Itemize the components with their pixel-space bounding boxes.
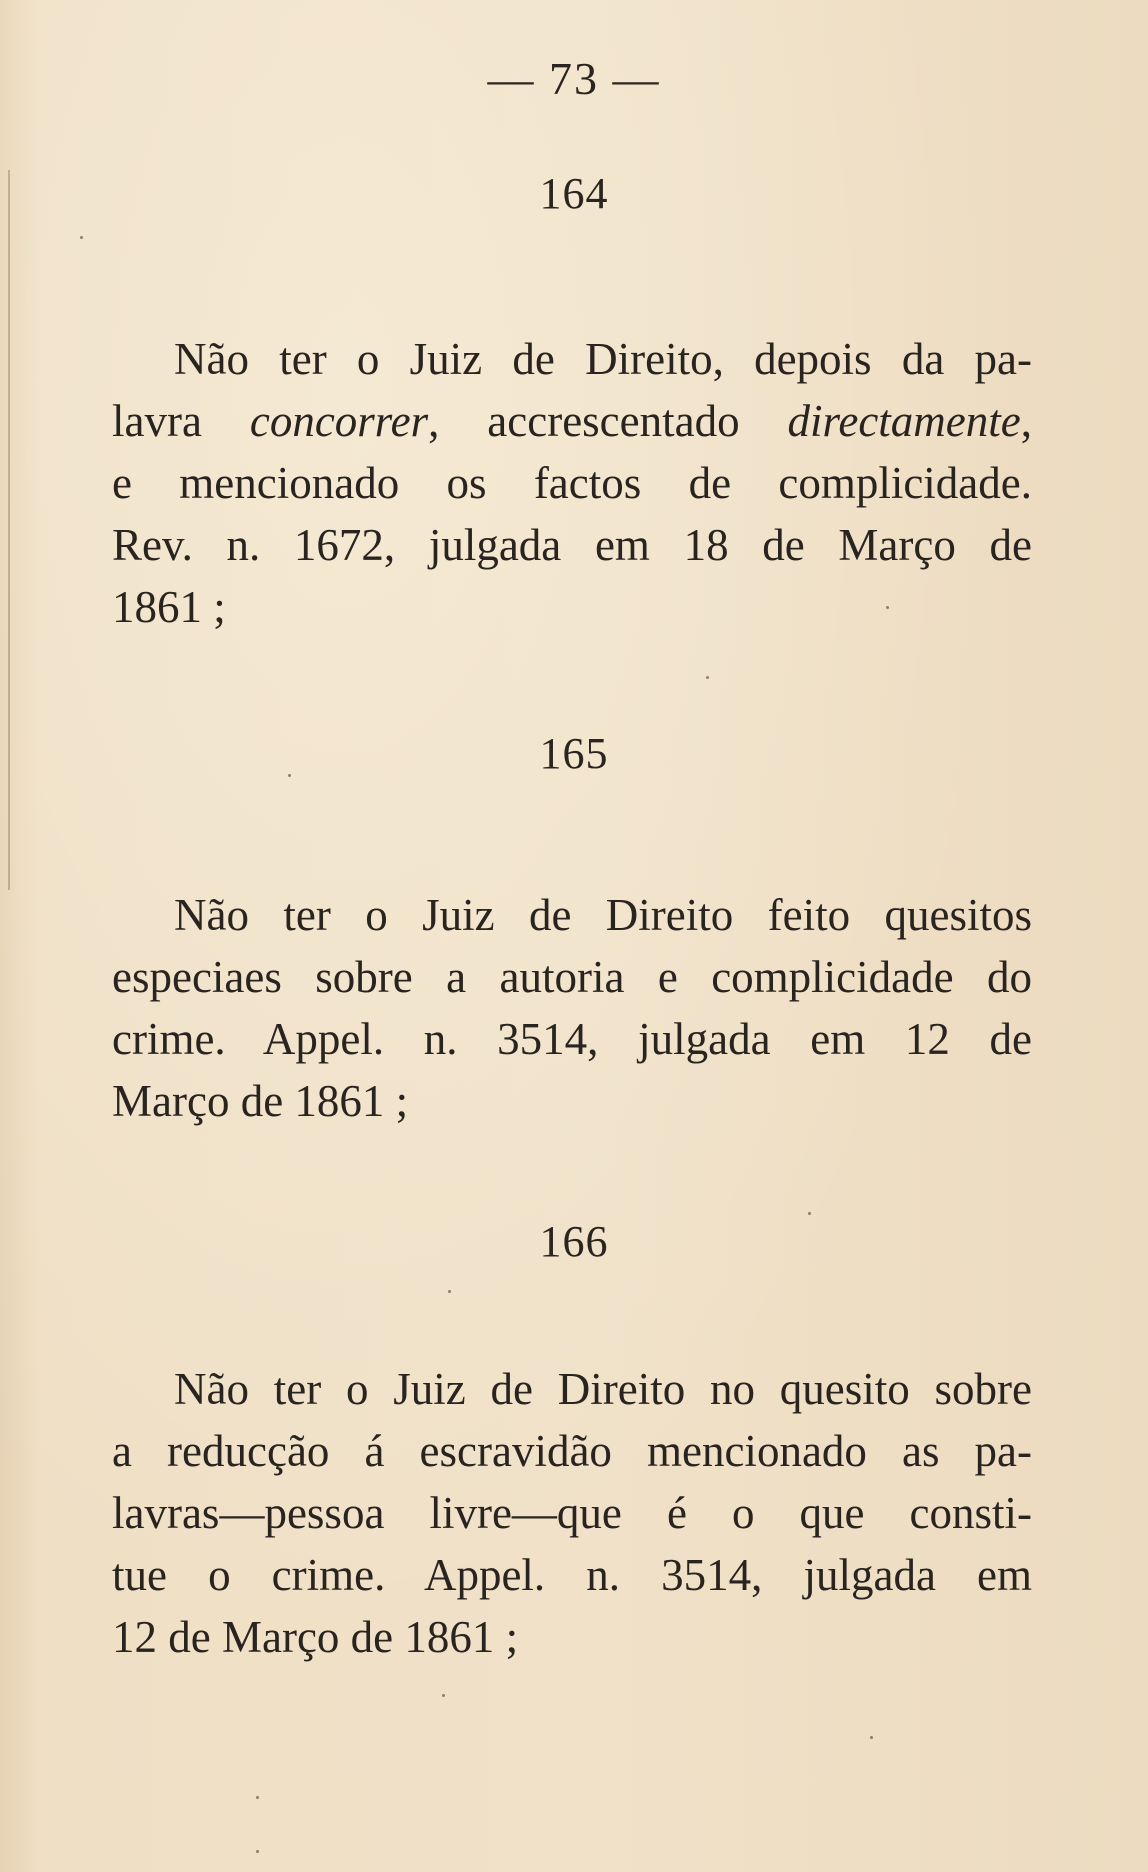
entry-166 — [112, 1358, 1032, 1668]
paper-speck — [870, 1736, 873, 1739]
paper-speck — [706, 676, 709, 679]
entry-line: 12 de Março de 1861 ; — [112, 1612, 519, 1662]
paper-speck — [256, 1850, 259, 1853]
entry-line: 1861 ; — [112, 582, 226, 632]
italic-term: directamente — [787, 396, 1021, 446]
entry-line: Não ter o Juiz de Direito no quesito sobre — [174, 1364, 1032, 1414]
page-number: — 73 — — [487, 53, 661, 104]
entry-165 — [112, 884, 1032, 1132]
paper-speck — [448, 1290, 451, 1293]
entry-164 — [112, 328, 1032, 638]
binding-edge — [8, 170, 10, 890]
italic-term: concorrer — [249, 396, 429, 446]
entry-line: crime. Appel. n. 3514, julgada em 12 de — [112, 1014, 1032, 1064]
entry-line: e mencionado os factos de complicidade. — [112, 458, 1032, 508]
entry-line: a reducção á escravidão mencionado as pa- — [112, 1426, 1032, 1476]
entry-line: Não ter o Juiz de Direito, depois da pa- — [174, 334, 1032, 384]
paper-speck — [256, 1796, 259, 1799]
entry-line: lavra concorrer, accrescentado directamente, — [112, 396, 1033, 446]
entry-line: Março de 1861 ; — [112, 1076, 409, 1126]
entry-line: Não ter o Juiz de Direito feito quesitos — [174, 890, 1032, 940]
section-number-165: 165 — [539, 729, 609, 778]
entry-line: lavras—pessoa livre—que é o que consti- — [112, 1488, 1032, 1538]
section-number-164: 164 — [539, 169, 609, 218]
section-number-166: 166 — [539, 1217, 609, 1266]
paper-speck — [442, 1694, 445, 1697]
paper-speck — [808, 1212, 811, 1215]
entry-line: especiaes sobre a autoria e complicidade do — [112, 952, 1032, 1002]
paper-speck — [288, 774, 291, 777]
entry-line: tue o crime. Appel. n. 3514, julgada em — [112, 1550, 1032, 1600]
paper-speck — [886, 606, 889, 609]
entry-line: Rev. n. 1672, julgada em 18 de Março de — [112, 520, 1032, 570]
paper-speck — [80, 236, 83, 239]
